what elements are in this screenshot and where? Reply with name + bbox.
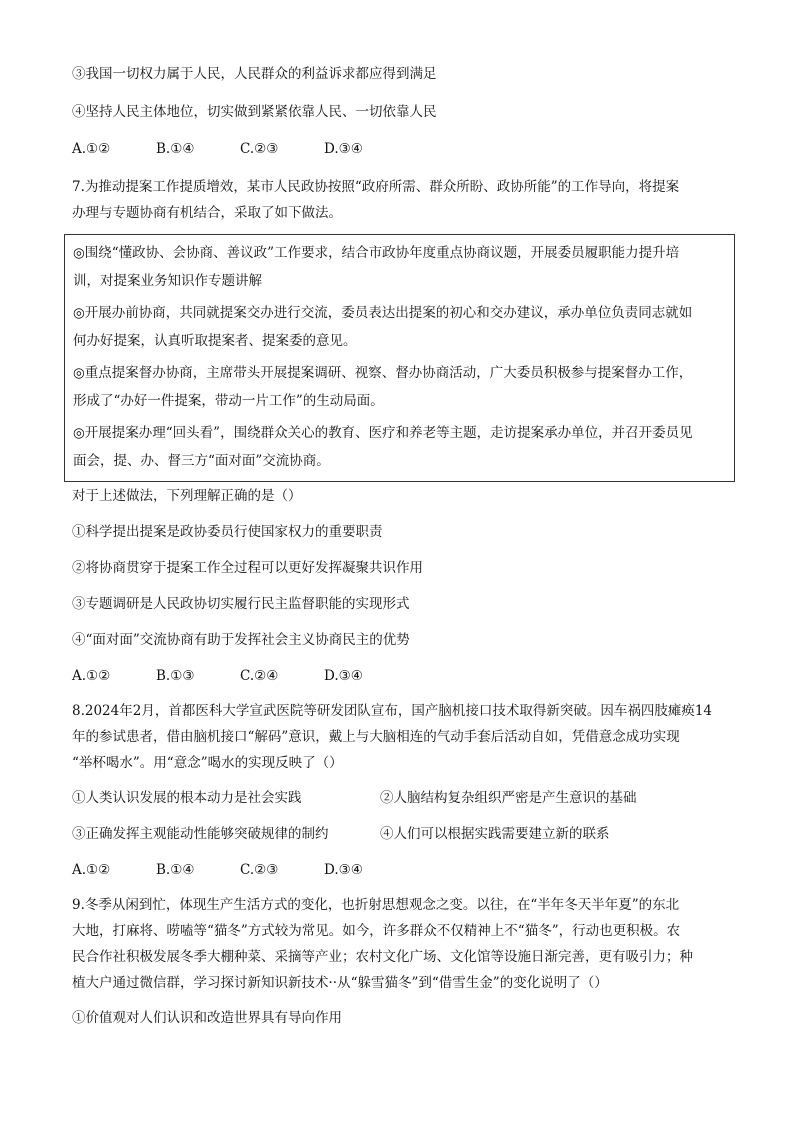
q8-items-row-1: [72, 788, 727, 808]
option-c: C.②③: [240, 862, 279, 878]
q9-stem: [72, 892, 727, 996]
option-b: B.①④: [156, 141, 195, 157]
exam-page: [72, 58, 727, 1028]
q8-stem-line-3: “举杯喝水”。用“意念”喝水的实现反映了（）: [72, 755, 343, 771]
q8-stem-line-1: 8.2024年2月，首都医科大学宣武医院等研发团队宣布，国产脑机接口技术取得新突破。因车祸四肢瘫痪14: [72, 703, 713, 719]
q9-stem-line-3: 民合作社积极发展冬季大棚种菜、采摘等产业；农村文化广场、文化馆等设施日渐完善，更有吸引力；种: [72, 949, 693, 965]
q6-options: [72, 139, 727, 159]
q8-item-4: ④人们可以根据实践需要建立新的联系: [380, 826, 610, 842]
q7-material-box: [64, 234, 735, 482]
q9-stem-line-2: 大地，打麻将、唠嗑等“猫冬”方式较为常见。如今，许多群众不仅精神上不“猫冬”，行动也更积极。农: [72, 923, 681, 939]
option-a: A.①②: [72, 141, 111, 157]
q7-item-2: ②将协商贯穿于提案工作全过程可以更好发挥凝聚共识作用: [72, 560, 423, 576]
option-d: D.③④: [324, 862, 363, 878]
q6-item-4: ④坚持人民主体地位，切实做到紧紧依靠人民、一切依靠人民: [72, 104, 437, 120]
option-b: B.①③: [156, 668, 195, 684]
option-b: B.①④: [156, 862, 195, 878]
q7-item-3: ③专题调研是人民政协切实履行民主监督职能的实现形式: [72, 596, 410, 612]
box-para-3-line-1: ◎重点提案督办协商，主席带头开展提案调研、视察、督办协商活动，广大委员积极参与提案督办工作，: [73, 365, 693, 381]
box-para-2-line-2: 何办好提案，认真听取提案者、提案委的意见。: [73, 333, 357, 349]
q6-item-3: ③我国一切权力属于人民，人民群众的利益诉求都应得到满足: [72, 66, 437, 82]
q7-stem-line-2: 办理与专题协商有机结合，采取了如下做法。: [72, 205, 342, 221]
option-a: A.①②: [72, 668, 111, 684]
box-para-1-line-1: ◎围绕“懂政协、会协商、善议政”工作要求，结合市政协年度重点协商议题，开展委员履职能力提升培: [73, 245, 680, 261]
q7-stem-line-1: 7.为推动提案工作提质增效，某市人民政协按照“政府所需、群众所盼、政协所能”的工作导向，将提案: [72, 179, 680, 195]
q8-item-3: ③正确发挥主观能动性能够突破规律的制约: [72, 826, 329, 842]
q8-item-2: ②人脑结构复杂组织严密是产生意识的基础: [380, 790, 637, 806]
q7-question: 对于上述做法，下列理解正确的是（）: [72, 488, 302, 504]
q7-options: [72, 666, 727, 686]
q9-item-1: ①价值观对人们认识和改造世界具有导向作用: [72, 1010, 342, 1026]
option-c: C.②④: [240, 668, 279, 684]
q8-item-1: ①人类认识发展的根本动力是社会实践: [72, 790, 302, 806]
q9-stem-line-4: 植大户通过微信群，学习探讨新知识新技术··从“躲雪猫冬”到“借雪生金”的变化说明了（）: [72, 975, 608, 991]
option-a: A.①②: [72, 862, 111, 878]
option-d: D.③④: [324, 141, 363, 157]
q7-stem: [72, 174, 727, 226]
q8-stem: [72, 698, 727, 776]
q8-options: [72, 860, 727, 880]
q7-item-4: ④“面对面”交流协商有助于发挥社会主义协商民主的优势: [72, 632, 410, 648]
q8-stem-line-2: 年的参试患者，借由脑机接口“解码”意识，戴上与大脑相连的气动手套后活动自如，凭借意念成功实现: [72, 729, 680, 745]
option-c: C.②③: [240, 141, 279, 157]
box-para-2-line-1: ◎开展办前协商，共同就提案交办进行交流，委员表达出提案的初心和交办建议，承办单位负责同志就如: [73, 305, 693, 321]
box-para-4-line-2: 面会，提、办、督三方“面对面”交流协商。: [73, 453, 330, 469]
box-para-3-line-2: 形成了“办好一件提案，带动一片工作”的生动局面。: [73, 393, 384, 409]
box-para-1-line-2: 训，对提案业务知识作专题讲解: [73, 273, 262, 289]
q7-item-1: ①科学提出提案是政协委员行使国家权力的重要职责: [72, 524, 383, 540]
box-para-4-line-1: ◎开展提案办理“回头看”，围绕群众关心的教育、医疗和养老等主题，走访提案承办单位，并召开委员见: [73, 425, 693, 441]
q8-items-row-2: [72, 824, 727, 844]
option-d: D.③④: [324, 668, 363, 684]
q9-stem-line-1: 9.冬季从闲到忙，体现生产生活方式的变化，也折射思想观念之变。以往，在“半年冬天半年夏”的东北: [72, 897, 680, 913]
